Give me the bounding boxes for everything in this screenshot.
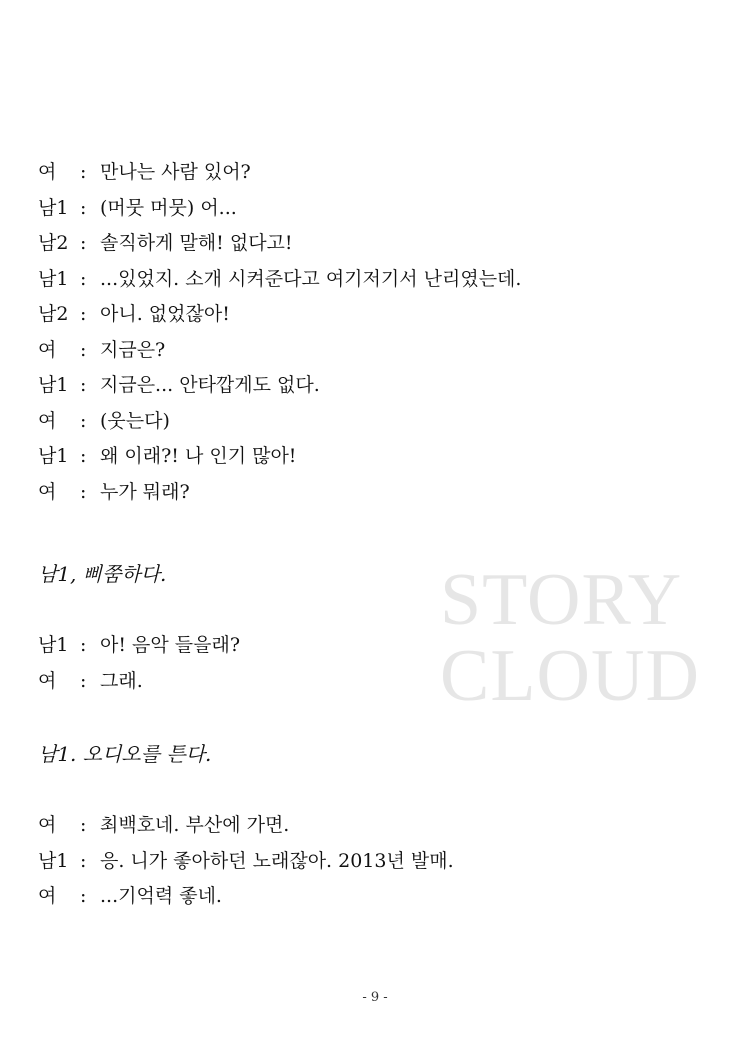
dialogue-block-2 [38, 628, 718, 699]
dialogue-line [38, 191, 718, 227]
speaker: 여 [38, 814, 57, 836]
dialogue-text: 누가 뭐래? [100, 480, 190, 503]
dialogue-text: ...있었지. 소개 시켜준다고 여기저기서 난리였는데. [100, 267, 522, 290]
dialogue-text: 지금은... 안타깝게도 없다. [100, 374, 320, 396]
dialogue-line [38, 297, 718, 333]
speaker: 남1 [38, 849, 69, 872]
dialogue-block-3 [38, 808, 718, 915]
dialogue-line [38, 226, 718, 262]
dialogue-line [38, 475, 718, 511]
speaker: 남1 [38, 634, 69, 656]
colon: : [80, 303, 87, 325]
dialogue-text: ...기억력 좋네. [100, 885, 222, 907]
speaker: 여 [38, 669, 57, 692]
dialogue-text: 아! 음악 들을래? [100, 634, 241, 656]
dialogue-line [38, 664, 718, 700]
speaker: 남1 [38, 267, 69, 290]
dialogue-line [38, 155, 718, 191]
watermark-line-1: STORY [440, 559, 683, 641]
speaker: 남2 [38, 232, 69, 254]
dialogue-text: (웃는다) [100, 409, 170, 432]
dialogue-text: 그래. [100, 669, 143, 692]
colon: : [80, 634, 87, 656]
page-number: - 9 - [362, 990, 388, 1005]
colon: : [80, 669, 87, 692]
dialogue-line [38, 404, 718, 440]
colon: : [80, 374, 87, 396]
dialogue-line [38, 368, 718, 404]
dialogue-text: 응. 니가 좋아하던 노래잖아. 2013년 발매. [100, 849, 454, 872]
colon: : [80, 885, 87, 907]
speaker: 여 [38, 409, 57, 432]
speaker: 여 [38, 161, 57, 183]
colon: : [80, 232, 87, 254]
stage-direction: 남1, 삐쭘하다. [38, 562, 167, 586]
dialogue-text: 왜 이래?! 나 인기 많아! [100, 445, 297, 467]
dialogue-line [38, 844, 718, 880]
colon: : [80, 409, 87, 432]
speaker: 남1 [38, 445, 69, 467]
speaker: 남1 [38, 374, 69, 396]
stage-direction: 남1. 오디오를 튼다. [38, 742, 212, 766]
dialogue-text: 만나는 사람 있어? [100, 161, 251, 183]
dialogue-line [38, 628, 718, 664]
colon: : [80, 480, 87, 503]
dialogue-block-1 [38, 155, 718, 510]
speaker: 여 [38, 480, 57, 503]
dialogue-text: 최백호네. 부산에 가면. [100, 814, 290, 836]
dialogue-line [38, 262, 718, 298]
colon: : [80, 445, 87, 467]
speaker: 남1 [38, 196, 69, 219]
colon: : [80, 196, 87, 219]
watermark-line-2: CLOUD [440, 635, 700, 717]
dialogue-text: 지금은? [100, 338, 166, 361]
speaker: 여 [38, 885, 57, 907]
dialogue-line [38, 879, 718, 915]
speaker: 여 [38, 338, 57, 361]
dialogue-line [38, 808, 718, 844]
colon: : [80, 849, 87, 872]
colon: : [80, 267, 87, 290]
speaker: 남2 [38, 303, 69, 325]
dialogue-text: 아니. 없었잖아! [100, 303, 230, 325]
colon: : [80, 338, 87, 361]
dialogue-line [38, 333, 718, 369]
dialogue-line [38, 439, 718, 475]
dialogue-text: (머뭇 머뭇) 어... [100, 196, 237, 219]
colon: : [80, 814, 87, 836]
colon: : [80, 161, 87, 183]
dialogue-text: 솔직하게 말해! 없다고! [100, 232, 293, 254]
